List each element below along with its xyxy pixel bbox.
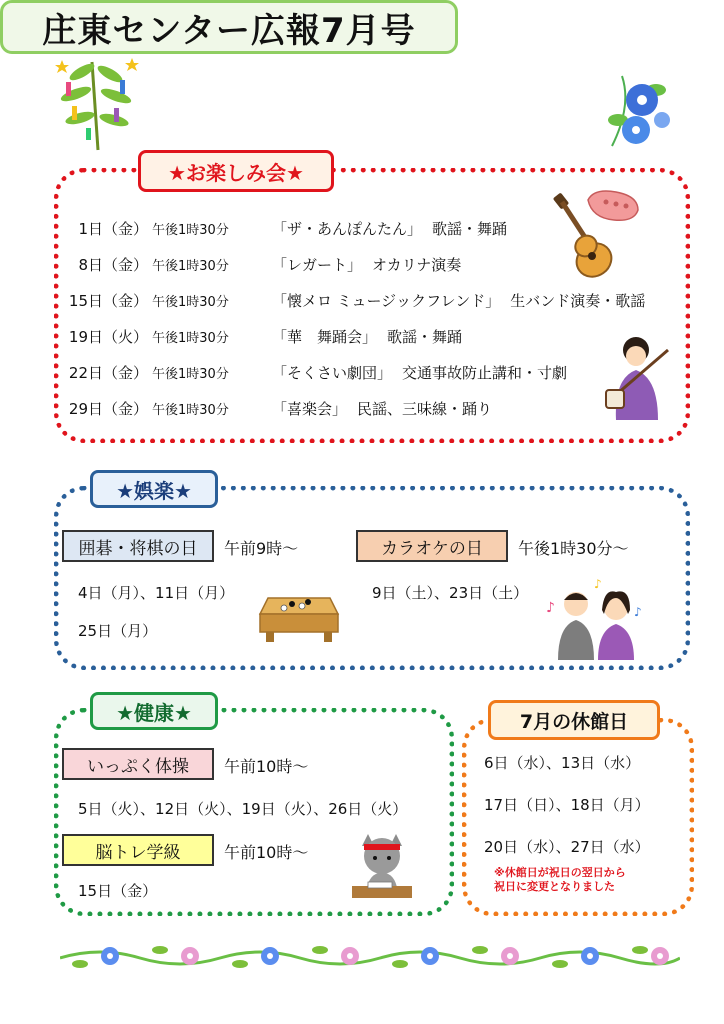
- event-row: [0, 360, 567, 384]
- closed-dates-1: 6日（水）、13日（水）: [484, 754, 641, 772]
- karaoke-time: 午後1時30分～: [518, 539, 629, 558]
- tanabata-bamboo-icon: [52, 52, 142, 152]
- event-row: [0, 216, 507, 240]
- event-time: 午後1時30分: [152, 222, 229, 238]
- svg-text:♪: ♪: [546, 600, 555, 616]
- go-board-icon: [258, 584, 340, 644]
- closed-note-line-1: ※休館日が祝日の翌日から: [494, 866, 626, 879]
- event-name: 「そくさい劇団」: [272, 363, 393, 382]
- event-name: 「レガート」: [272, 255, 363, 274]
- event-day: 19日（火）: [68, 327, 148, 346]
- studying-cat-icon: [348, 832, 416, 900]
- event-desc: 民謡、三味線・踊り: [357, 399, 493, 418]
- exercise-dates: 5日（火）、12日（火）、19日（火）、26日（火）: [78, 800, 408, 818]
- morning-glory-icon: [602, 66, 674, 150]
- karaoke-singers-icon: [544, 574, 648, 660]
- event-row: [0, 288, 645, 312]
- entertainment-section-label: ★娯楽★: [90, 470, 218, 508]
- closed-dates-3: 20日（水）、27日（水）: [484, 838, 650, 856]
- ocarina-icon: [584, 184, 642, 228]
- brain-training-dates: 15日（金）: [78, 882, 158, 900]
- event-name: 「懐メロ ミュージックフレンド」: [272, 291, 501, 310]
- karaoke-dates: 9日（土）、23日（土）: [372, 584, 529, 602]
- event-day: 22日（金）: [68, 363, 148, 382]
- closed-note-line-2: 祝日に変更となりました: [494, 880, 615, 893]
- page-title: 庄東センター広報7月号: [0, 0, 458, 54]
- event-desc: 歌謡・舞踊: [387, 327, 463, 346]
- event-desc: 生バンド演奏・歌謡: [510, 291, 646, 310]
- go-shogi-dates-2: 25日（月）: [78, 622, 158, 640]
- event-time: 午後1時30分: [152, 402, 229, 418]
- closed-days-label: 7月の休館日: [488, 700, 660, 740]
- brain-training-time: 午前10時～: [224, 843, 309, 862]
- event-row: [0, 324, 462, 348]
- go-shogi-dates-1: 4日（月）、11日（月）: [78, 584, 235, 602]
- svg-text:♪: ♪: [594, 577, 602, 591]
- go-shogi-day-box: 囲碁・将棋の日: [62, 530, 214, 562]
- event-row: [0, 396, 492, 420]
- health-section-label: ★健康★: [90, 692, 218, 730]
- closed-dates-2: 17日（日）、18日（月）: [484, 796, 650, 814]
- exercise-box: いっぷく体操: [62, 748, 214, 780]
- event-desc: 交通事故防止講和・寸劇: [402, 363, 568, 382]
- event-row: [0, 252, 461, 276]
- event-day: 15日（金）: [68, 291, 148, 310]
- exercise-time: 午前10時～: [224, 757, 309, 776]
- event-day: 29日（金）: [68, 399, 148, 418]
- event-name: 「喜楽会」: [272, 399, 348, 418]
- event-time: 午後1時30分: [152, 366, 229, 382]
- svg-text:♪: ♪: [634, 605, 642, 619]
- event-time: 午後1時30分: [152, 330, 229, 346]
- event-desc: オカリナ演奏: [372, 255, 462, 274]
- event-time: 午後1時30分: [152, 294, 229, 310]
- event-day: 1日（金）: [78, 219, 148, 238]
- events-section-label: ★お楽しみ会★: [138, 150, 334, 192]
- event-desc: 歌謡・舞踊: [432, 219, 508, 238]
- event-day: 8日（金）: [78, 255, 148, 274]
- event-time: 午後1時30分: [152, 258, 229, 274]
- go-shogi-time: 午前9時～: [224, 539, 299, 558]
- brain-training-box: 脳トレ学級: [62, 834, 214, 866]
- shamisen-player-icon: [596, 330, 676, 422]
- event-name: 「華 舞踊会」: [272, 327, 378, 346]
- karaoke-day-box: カラオケの日: [356, 530, 508, 562]
- flower-border-icon: [60, 938, 680, 974]
- event-name: 「ザ・あんぽんたん」: [272, 219, 423, 238]
